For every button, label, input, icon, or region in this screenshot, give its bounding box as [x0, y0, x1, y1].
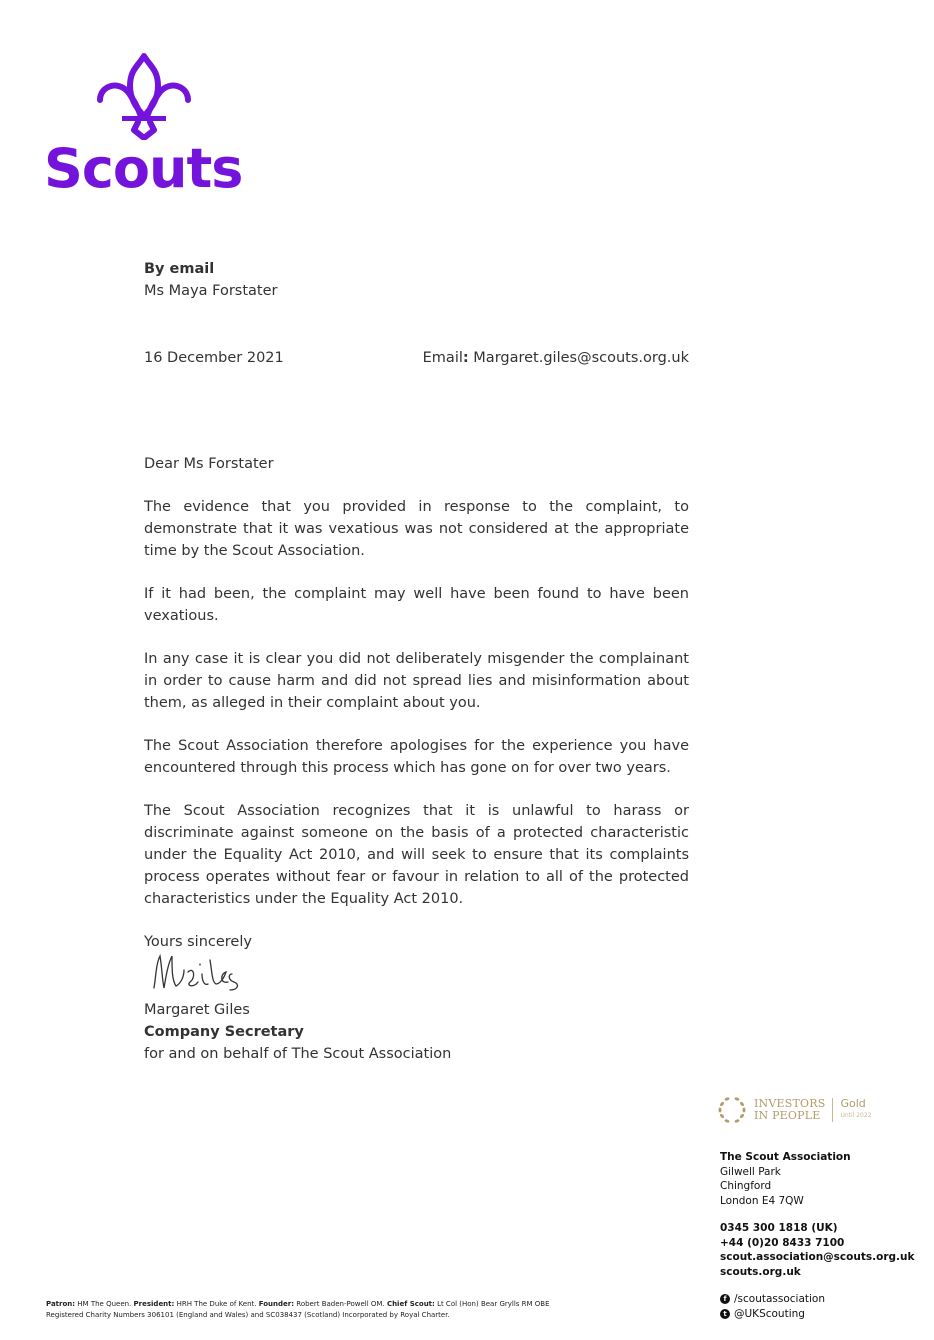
delivery-method: By email [144, 261, 215, 277]
paragraph: The evidence that you provided in response to the complaint, to demonstrate that it was vexatious was not considered at the appropriate time by the Scout Association. [144, 499, 689, 559]
fleur-de-lis-icon [94, 52, 194, 140]
closing: Yours sincerely [144, 934, 252, 950]
contact-block [720, 1221, 914, 1279]
iip-until: Until 2022 [840, 1112, 872, 1119]
divider [832, 1098, 833, 1122]
twitter-icon: t [720, 1309, 730, 1319]
paragraph: In any case it is clear you did not deliberately misgender the complainant in order to cause harm and did not spread lies and misinformation about them, as alleged in their complaint about you. [144, 651, 689, 711]
phone-intl[interactable]: +44 (0)20 8433 7100 [720, 1236, 845, 1249]
signatory-org: for and on behalf of The Scout Association [144, 1046, 452, 1062]
signatory-name: Margaret Giles [144, 1002, 250, 1018]
address-line: Chingford [720, 1180, 772, 1192]
paragraph: The Scout Association therefore apologises for the experience you have encountered through this process which has gone on for over two years. [144, 738, 689, 776]
org-name: The Scout Association [720, 1151, 851, 1163]
iip-line1: INVESTORS [754, 1097, 826, 1110]
registration-text: Registered Charity Numbers 306101 (England and Wales) and SC038437 (Scotland) Incorporated by Royal Charter. [46, 1310, 450, 1319]
address-line: Gilwell Park [720, 1165, 781, 1178]
paragraph: The Scout Association recognizes that it is unlawful to harass or discriminate against someone on the basis of a protected characteristic under the Equality Act 2010, and will seek to ensure that its complaints process operates without fear or favour in relation to all of the protected characteristics under the Equality Act 2010. [144, 803, 689, 907]
website-link[interactable]: scouts.org.uk [720, 1265, 801, 1278]
iip-line2: IN PEOPLE [754, 1109, 821, 1122]
facebook-link[interactable]: f /scoutassociation [720, 1292, 825, 1307]
phone-uk[interactable]: 0345 300 1818 (UK) [720, 1222, 838, 1234]
twitter-link[interactable]: t @UKScouting [720, 1307, 825, 1322]
address-line: London E4 7QW [720, 1194, 804, 1207]
signatory-block [144, 999, 689, 1065]
letter-body [144, 453, 689, 974]
contact-email[interactable]: scout.association@scouts.org.uk [720, 1251, 915, 1263]
scouts-logo [44, 52, 244, 202]
date-email-row [144, 347, 689, 369]
facebook-icon: f [720, 1294, 730, 1304]
sender-email-link[interactable]: Margaret.giles@scouts.org.uk [473, 350, 689, 366]
iip-level: Gold [840, 1097, 866, 1110]
signatory-title: Company Secretary [144, 1024, 304, 1040]
investors-in-people-badge [716, 1093, 876, 1127]
social-block [720, 1292, 825, 1321]
handwritten-signature-icon [150, 948, 250, 996]
address-block [720, 1150, 851, 1208]
paragraph: If it had been, the complaint may well have been found to have been vexatious. [144, 586, 689, 624]
sender-email: Email: Margaret.giles@scouts.org.uk [422, 350, 689, 366]
letter-date: 16 December 2021 [144, 350, 284, 366]
brand-name: Scouts [44, 137, 243, 200]
legal-footer: Patron: HM The Queen. President: HRH The Duke of Kent. Founder: Robert Baden-Powell OM. Chief Scout: Lt Col (Hon) Bear Grylls RM OBE Registered Charity Numbers 306101 (England and Wales) and SC038437 (Scotland) Incorporated by Royal Charter. [46, 1300, 550, 1319]
salutation: Dear Ms Forstater [144, 456, 274, 472]
recipient-name: Ms Maya Forstater [144, 283, 278, 299]
laurel-wreath-icon [716, 1094, 748, 1126]
recipient-block [144, 258, 689, 302]
